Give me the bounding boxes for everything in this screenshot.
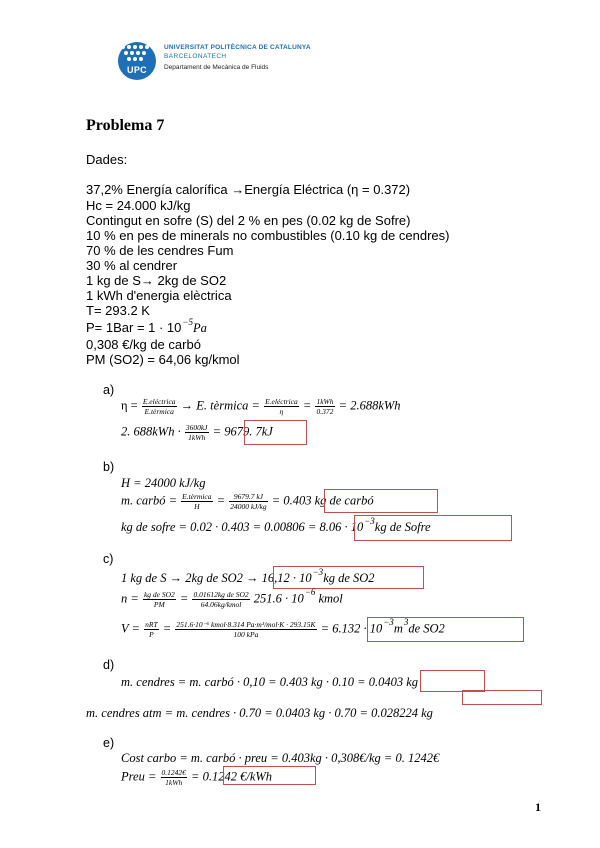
page-number: 1 <box>535 800 541 814</box>
section-d-label: d) <box>103 658 115 672</box>
equation-text: → E. tèrmica = <box>180 398 264 413</box>
equals-sign: = <box>216 493 229 508</box>
fraction-numerator: 3600kJ <box>185 423 208 432</box>
fraction-denominator: H <box>194 502 200 511</box>
equals-sign: = <box>191 769 203 784</box>
result-highlight-box <box>324 489 438 513</box>
dades-line: T= 293.2 K <box>86 303 150 318</box>
exponent: −3 <box>364 516 375 526</box>
equation-text: Preu = <box>121 769 160 784</box>
equation-text: kg de sofre = 0.02 · 0.403 = 0.00806 <box>121 520 308 534</box>
fraction-numerator: E.tèrmica <box>182 492 212 501</box>
fraction-denominator: P <box>149 630 154 639</box>
exponent: −3 <box>312 567 324 577</box>
equation-text: 1 kg de S → 2kg de SO2 → <box>121 571 262 585</box>
exponent: 3 <box>403 617 409 628</box>
dades-line: 1 kWh d'energia elèctrica <box>86 288 232 303</box>
dades-line: 37,2% Energía calorífica →Energía Eléctrica (η = 0.372) <box>86 182 411 197</box>
department-name: Departament de Mecànica de Fluids <box>164 64 269 71</box>
section-c-label: c) <box>103 552 114 566</box>
fraction-denominator: E.tèrmica <box>144 407 174 416</box>
dades-line: Contingut en sofre (S) del 2 % en pes (0.02 kg de Sofre) <box>86 213 411 228</box>
boxed-result-unit: kg de SO2 <box>323 571 375 585</box>
result-highlight-box <box>462 690 542 705</box>
fraction-numerator: 251.6·10⁻⁶ kmol·8.314 Pa·m³/mol·K · 293.15K <box>176 620 316 629</box>
fraction <box>264 397 299 416</box>
section-a-label: a) <box>103 383 115 397</box>
section-b-label: b) <box>103 460 115 474</box>
boxed-result: = 8.06 · 10 <box>307 520 364 534</box>
section-b-line1: H = 24000 kJ/kg <box>121 476 206 490</box>
boxed-result: 0.403 kg de carbó <box>283 493 374 508</box>
section-e-line1: Cost carbo = m. carbó · preu = 0.403kg · 0,308€/kg = 0. 1242€ <box>121 751 440 765</box>
fraction-numerator: nRT <box>145 620 158 629</box>
fraction-denominator: PM <box>153 600 165 609</box>
section-c-line2 <box>121 587 343 609</box>
result-highlight-box <box>223 766 316 785</box>
fraction-denominator: 1kWh <box>165 778 183 787</box>
fraction-denominator: 100 kPa <box>233 630 259 639</box>
fraction-numerator: 9679.7 kJ <box>229 492 267 502</box>
equation-text: 251.6 · 10 <box>253 591 304 606</box>
result-highlight-box <box>273 566 424 589</box>
fraction <box>175 620 316 639</box>
dades-heading: Dades: <box>86 152 128 167</box>
fraction-numerator: E.eléctrica <box>265 397 298 406</box>
boxed-result: 0.1242 €/kWh <box>202 769 273 784</box>
equals-sign: = <box>162 621 175 636</box>
equation-text: V = <box>121 621 144 636</box>
equation-text: m. carbó = <box>121 493 181 508</box>
fraction-denominator: 24000 kJ/kg <box>230 502 267 511</box>
dades-line: 70 % de les cendres Fum <box>86 243 234 258</box>
boxed-result-unit: kg de Sofre <box>374 520 431 534</box>
dades-line: 30 % al cendrer <box>86 258 178 273</box>
fraction <box>143 590 176 609</box>
fraction-numerator: E.eléctrica <box>142 397 176 406</box>
fraction-denominator: η <box>279 407 284 416</box>
result-highlight-box <box>244 420 307 445</box>
boxed-result-unit: de SO2 <box>408 621 445 636</box>
equation-text: 2. 688kWh · <box>121 424 184 439</box>
equation-result: = 2.688kWh <box>338 398 401 413</box>
fraction <box>229 492 267 511</box>
fraction-numerator: kg de SO2 <box>143 590 175 599</box>
boxed-result: 0.0403 kg <box>368 675 419 689</box>
equation-text: m. cendres = m. carbó · 0,10 = 0.403 kg · 0.10 = <box>121 675 369 689</box>
section-a-line1 <box>121 397 401 416</box>
fraction <box>142 397 177 416</box>
logo-abbrev: UPC <box>127 65 147 75</box>
university-name: UNIVERSITAT POLITÈCNICA DE CATALUNYA <box>164 44 311 51</box>
equation-text: n = <box>121 591 142 606</box>
fraction <box>181 492 212 511</box>
fraction <box>192 590 249 609</box>
equals-sign: = <box>271 493 284 508</box>
fraction-numerator: 0.01612kg de SO2 <box>193 590 249 599</box>
fraction <box>315 397 334 416</box>
fraction <box>161 768 187 787</box>
equals-sign: = <box>212 424 225 439</box>
pressure-line <box>86 317 207 336</box>
pressure-exponent: −5 <box>182 317 193 327</box>
exponent: −3 <box>383 617 394 628</box>
equation-text: kmol <box>315 591 343 606</box>
pressure-unit: Pa <box>192 321 207 335</box>
boxed-result-unit: m <box>393 621 403 636</box>
fraction-numerator: 1kWh <box>316 397 334 406</box>
fraction-numerator: 0.1242€ <box>161 768 186 777</box>
dades-line: 0,308 €/kg de carbó <box>86 337 201 352</box>
section-d-line1 <box>121 675 418 690</box>
result-highlight-box <box>367 617 524 642</box>
fraction-denominator: 1kWh <box>188 433 206 442</box>
boxed-result: = 6.132 · 10 <box>320 621 383 636</box>
exponent: −6 <box>304 587 316 598</box>
section-d-line2: m. cendres atm = m. cendres · 0.70 = 0.0403 kg · 0.70 = 0.028224 kg <box>86 706 433 720</box>
fraction-denominator: 0.372 <box>316 407 334 416</box>
page-title: Problema 7 <box>86 117 165 134</box>
dades-line: Hc = 24.000 kJ/kg <box>86 198 191 213</box>
dades-line: 10 % en pes de minerals no combustibles (0.10 kg de cendres) <box>86 228 450 243</box>
university-subtitle: BARCELONATECH <box>164 52 227 60</box>
equals-sign: = <box>179 591 192 606</box>
university-logo <box>118 42 348 80</box>
fraction <box>185 423 209 442</box>
result-highlight-box <box>420 670 485 692</box>
boxed-result: 9679. 7kJ <box>224 424 273 439</box>
eta-symbol: η = <box>121 398 141 413</box>
dades-line: 1 kg de S→ 2kg de SO2 <box>86 273 227 288</box>
result-highlight-box <box>354 515 512 541</box>
equals-sign: = <box>302 398 315 413</box>
dades-line: PM (SO2) = 64,06 kg/kmol <box>86 352 240 367</box>
fraction-denominator: 64.06kg/kmol <box>200 600 242 609</box>
boxed-result: 16,12 · 10 <box>261 571 312 585</box>
upc-logo-icon <box>118 42 156 80</box>
section-e-label: e) <box>103 736 115 750</box>
fraction <box>144 620 159 639</box>
dades-line: P= 1Bar = 1 · 10 <box>86 320 182 335</box>
